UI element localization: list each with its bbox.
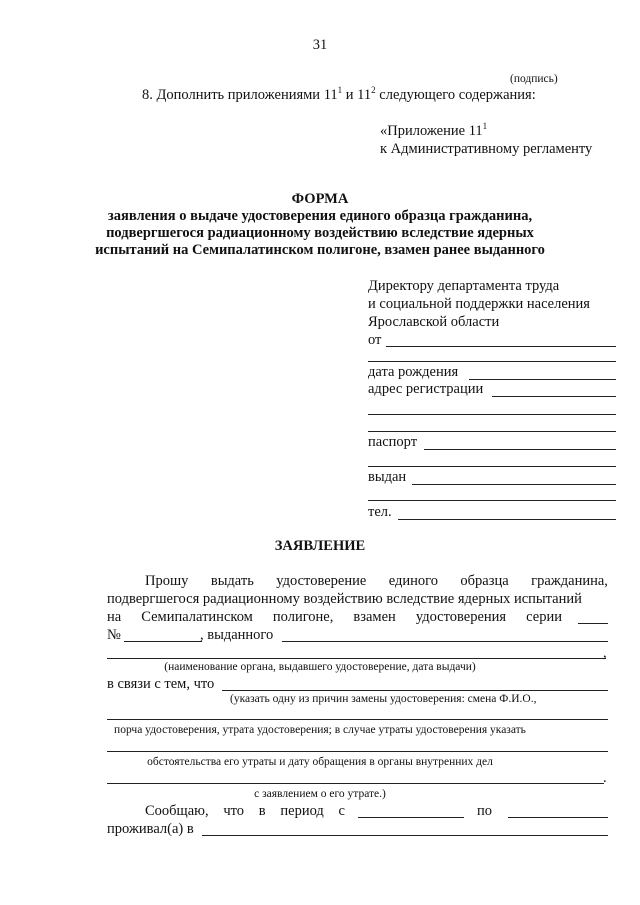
addressee-line: Ярославской области bbox=[368, 314, 500, 330]
reason-field-continuation[interactable] bbox=[107, 719, 608, 720]
report-line: Сообщаю, что в период с bbox=[145, 803, 345, 819]
caption-reason: порча удостоверения, утрата удостоверения; в случае утраты удостоверения указать bbox=[114, 724, 526, 736]
period-start-field[interactable] bbox=[358, 817, 464, 818]
phone-field[interactable] bbox=[398, 519, 616, 520]
issued-field-continuation[interactable] bbox=[368, 500, 616, 501]
reason-field[interactable] bbox=[222, 690, 608, 691]
amendment-line: 8. Дополнить приложениями $11^1$ и $11^2$ следующего содержания: bbox=[142, 85, 536, 103]
reg-address-label: адрес регистрации bbox=[368, 381, 484, 397]
number-field[interactable] bbox=[124, 641, 202, 642]
issued-by-field[interactable] bbox=[282, 641, 608, 642]
birth-date-label: дата рождения bbox=[368, 364, 459, 380]
reg-address-field-continuation[interactable] bbox=[368, 431, 616, 432]
appendix-heading: «Приложение $11^1$ bbox=[380, 121, 488, 139]
birth-date-field[interactable] bbox=[469, 379, 616, 380]
phone-label: тел. bbox=[368, 504, 392, 520]
statement-title: ЗАЯВЛЕНИЕ bbox=[274, 538, 366, 554]
period-end-field[interactable] bbox=[508, 817, 608, 818]
to-label: по bbox=[477, 803, 493, 819]
number-sign: № bbox=[107, 627, 121, 643]
reg-address-field[interactable] bbox=[492, 396, 616, 397]
issued-by-label: , выданного bbox=[200, 627, 274, 643]
from-field[interactable] bbox=[386, 346, 616, 347]
issued-by-field-continuation[interactable] bbox=[107, 658, 606, 659]
form-subtitle-line: испытаний на Семипалатинском полигоне, взамен ранее выданного bbox=[95, 242, 545, 258]
appendix-reference: к Административному регламенту bbox=[380, 141, 593, 157]
passport-label: паспорт bbox=[368, 434, 418, 450]
reason-field-continuation[interactable] bbox=[107, 783, 604, 784]
series-field[interactable] bbox=[578, 623, 608, 624]
form-subtitle-line: подвергшегося радиационному воздействию вследствие ядерных bbox=[106, 225, 534, 241]
from-label: от bbox=[368, 332, 382, 348]
comma: , bbox=[603, 645, 607, 661]
caption-reason: обстоятельства его утраты и дату обращения в органы внутренних дел bbox=[147, 756, 493, 768]
page-number: 31 bbox=[312, 37, 328, 53]
lived-label: проживал(а) в bbox=[107, 821, 194, 837]
reason-field-continuation[interactable] bbox=[107, 751, 608, 752]
statement-line-1: Прошу выдать удостоверение единого образца гражданина, bbox=[145, 573, 608, 589]
passport-field[interactable] bbox=[424, 449, 616, 450]
in-connection-label: в связи с тем, что bbox=[107, 676, 215, 692]
caption-reason: с заявлением о его утрате.) bbox=[254, 788, 386, 800]
signature-caption: (подпись) bbox=[510, 73, 558, 85]
addressee-line: и социальной поддержки населения bbox=[368, 296, 590, 312]
from-field-continuation[interactable] bbox=[368, 361, 616, 362]
period: . bbox=[603, 770, 607, 786]
issued-field[interactable] bbox=[412, 484, 616, 485]
statement-line-3: на Семипалатинском полигоне, взамен удостоверения серии bbox=[107, 609, 562, 625]
statement-line-2: подвергшегося радиационному воздействию вследствие ядерных испытаний bbox=[107, 591, 582, 607]
reg-address-field-continuation[interactable] bbox=[368, 414, 616, 415]
passport-field-continuation[interactable] bbox=[368, 466, 616, 467]
caption-reason: (указать одну из причин замены удостоверения: смена Ф.И.О., bbox=[230, 693, 537, 705]
issued-label: выдан bbox=[368, 469, 407, 485]
form-subtitle-line: заявления о выдаче удостоверения единого образца гражданина, bbox=[107, 208, 533, 224]
form-title: ФОРМА bbox=[291, 191, 349, 207]
lived-field[interactable] bbox=[202, 835, 608, 836]
caption-organ: (наименование органа, выдавшего удостоверение, дата выдачи) bbox=[164, 661, 476, 673]
addressee-line: Директору департамента труда bbox=[368, 278, 560, 294]
